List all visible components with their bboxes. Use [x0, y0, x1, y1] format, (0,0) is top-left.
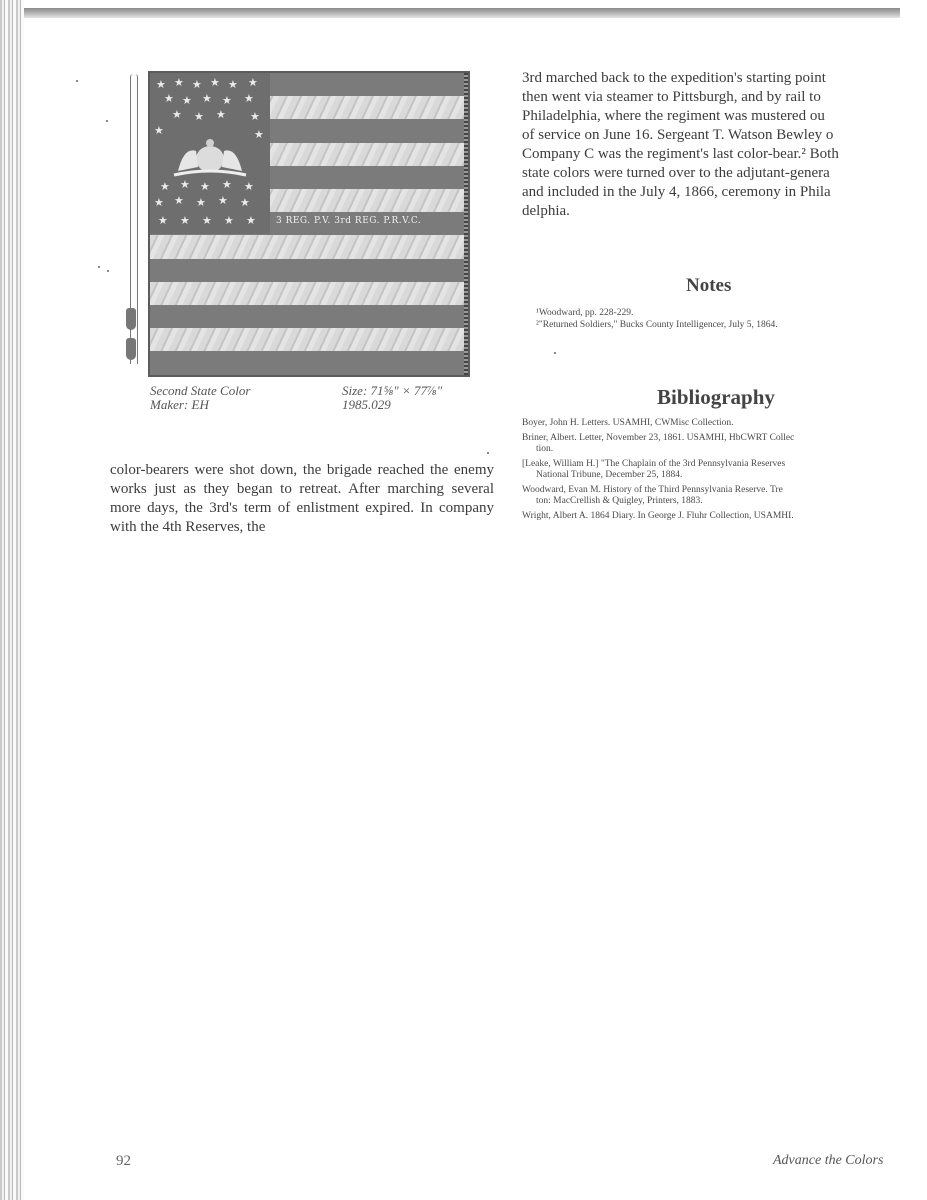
scan-speck [76, 80, 78, 82]
flag-photograph [122, 60, 472, 385]
scan-top-edge [0, 8, 900, 18]
text-line: of service on June 16. Sergeant T. Watson Bewley o [522, 127, 834, 143]
bibliography-entry [522, 433, 912, 456]
bibliography-line: Wright, Albert A. 1864 Diary. In George J. Fluhr Collection, USAMHI. [522, 510, 794, 521]
note-item: ¹Woodward, pp. 228-229. [536, 308, 634, 318]
text-line: Company C was the regiment's last color-bear.² Both [522, 146, 839, 162]
caption-size: Size: 71⅝" × 77⅞" [342, 383, 443, 398]
caption-left [150, 384, 250, 412]
page-number: 92 [116, 1153, 131, 1169]
bibliography-line: Boyer, John H. Letters. USAMHI, CWMisc Collection. [522, 418, 734, 428]
bibliography-line: National Tribune, December 25, 1884. [536, 470, 683, 480]
scan-speck [554, 352, 556, 354]
caption-title: Second State Color [150, 383, 251, 398]
bibliography-entry [522, 418, 912, 430]
left-column [110, 461, 494, 537]
caption-maker: Maker: EH [150, 397, 209, 412]
bibliography-list [522, 418, 912, 525]
notes-heading: Notes [686, 275, 732, 296]
bibliography-line: Woodward, Evan M. History of the Third Pennsylvania Reserve. Tre [522, 484, 783, 495]
scan-speck [106, 120, 108, 122]
scan-speck [487, 452, 489, 454]
bibliography-heading: Bibliography [657, 385, 775, 409]
bibliography-entry [522, 485, 912, 508]
bibliography-line: [Leake, William H.] "The Chaplain of the 3rd Pennsylvania Reserves [522, 458, 786, 469]
bibliography-entry [522, 459, 912, 482]
notes-list [536, 308, 916, 331]
text-line: state colors were turned over to the adjutant-genera [522, 165, 830, 181]
tassel-icon [126, 308, 136, 330]
body-paragraph: color-bearers were shot down, the brigade reached the enemy works just as they began to retreat. After marching several more days, the 3rd's term of enlistment expired. In company with the 4th Reserves, the [110, 462, 494, 535]
text-line: then went via steamer to Pittsburgh, and by rail to [522, 89, 821, 105]
coat-of-arms-icon [168, 137, 252, 177]
caption-right [342, 384, 442, 412]
text-line: Philadelphia, where the regiment was mustered ou [522, 108, 825, 124]
caption-accession: 1985.029 [342, 397, 391, 412]
running-title: Advance the Colors [773, 1153, 884, 1168]
text-line: 3rd marched back to the expedition's starting point [522, 70, 826, 86]
scan-speck [98, 266, 100, 268]
flag-field [148, 71, 470, 377]
bibliography-entry [522, 511, 912, 523]
bibliography-line: ton: MacCrellish & Quigley, Printers, 1883. [536, 496, 703, 506]
flag-fringe [464, 73, 468, 375]
text-line: and included in the July 4, 1866, ceremony in Phila [522, 184, 831, 200]
tassel-icon [126, 338, 136, 360]
regiment-inscription: 3 REG. P.V. 3rd REG. P.R.V.C. [276, 216, 422, 226]
flag-canton: ★ ★ ★ ★ ★ ★ ★ ★ ★ ★ ★ ★ ★ ★ ★ ★ ★ ★ ★ ★ ★ ★ ★ ★ ★ ★ ★ ★ ★ ★ ★ ★ [150, 73, 270, 234]
text-line: delphia. [522, 203, 570, 219]
scan-speck [107, 270, 109, 272]
bibliography-line: Briner, Albert. Letter, November 23, 1861. USAMHI, HbCWRT Collec [522, 432, 795, 443]
right-column [522, 69, 902, 221]
note-item: ²"Returned Soldiers," Bucks County Intelligencer, July 5, 1864. [536, 319, 778, 330]
bibliography-line: tion. [536, 444, 554, 454]
scan-binding-edge [0, 0, 24, 1200]
